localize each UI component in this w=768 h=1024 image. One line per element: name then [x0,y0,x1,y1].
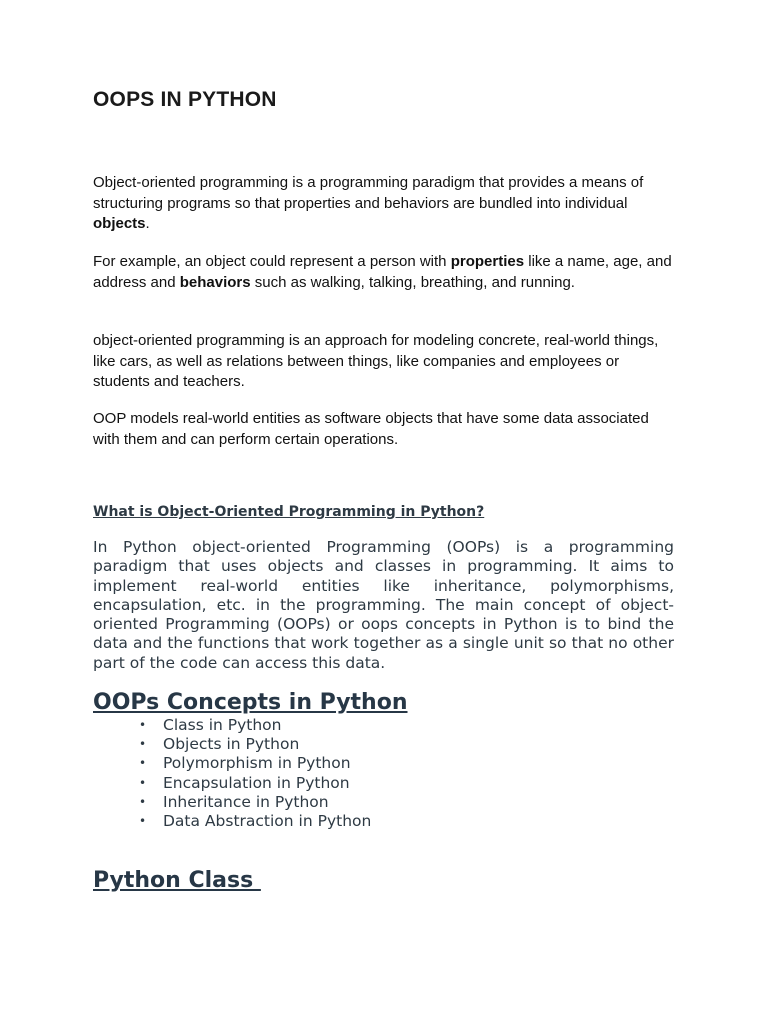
list-item-label: Objects in Python [163,735,300,754]
bullet-icon: • [139,813,147,828]
intro-paragraph [93,173,673,235]
bullet-icon: • [139,737,147,752]
list-item [93,812,371,831]
list-item [93,754,371,773]
models-paragraph: OOP models real-world entities as software objects that have some data associated with them and can perform certain operations. [93,410,649,448]
page-title: OOPS IN PYTHON [93,88,277,111]
python-class-heading: Python Class [93,868,261,893]
bullet-icon: • [139,794,147,809]
intro-text-1: Object-oriented programming is a programming paradigm that provides a means of structuring programs so that properties and behaviors are bundled into individual [93,174,644,212]
approach-paragraph: object-oriented programming is an approach for modeling concrete, real-world things, like cars, as well as relations between things, like companies and employees or students and teachers. [93,332,659,390]
bullet-icon: • [139,718,147,732]
bullet-icon: • [139,775,147,790]
list-item-label: Polymorphism in Python [163,754,351,773]
list-item-label: Class in Python [163,716,282,734]
list-item [93,716,371,735]
list-item-label: Data Abstraction in Python [163,811,372,830]
intro-text-2: . [145,215,150,232]
concepts-heading: OOPs Concepts in Python [93,690,408,715]
concepts-list [93,716,371,831]
list-item [93,793,371,812]
example-text-3: such as walking, talking, breathing, and running. [250,273,575,291]
example-bold-properties: properties [450,253,525,270]
list-item-label: Inheritance in Python [163,792,329,811]
list-item-label: Encapsulation in Python [163,773,350,792]
list-item [93,735,371,754]
bullet-icon: • [139,756,147,771]
example-paragraph [93,252,673,293]
example-bold-behaviors: behaviors [179,273,251,291]
list-item [93,774,371,793]
oop-subheading: What is Object-Oriented Programming in Python? [93,504,485,520]
oop-description: In Python object-oriented Programming (OOPs) is a programming paradigm that uses objects and classes in programming. It aims to implement real-world entities like inheritance, polymorphisms, encapsulation, etc. in the programming. The main concept of object-oriented Programming (OOPs) or oops concepts in Python is to bind the data and the functions that work together as a single unit so that no other part of the code can access this data. [93,538,674,672]
intro-bold-objects: objects [93,215,146,232]
example-text-1: For example, an object could represent a person with [93,253,451,270]
example-text-2: like a name, age, and address and [93,253,672,291]
